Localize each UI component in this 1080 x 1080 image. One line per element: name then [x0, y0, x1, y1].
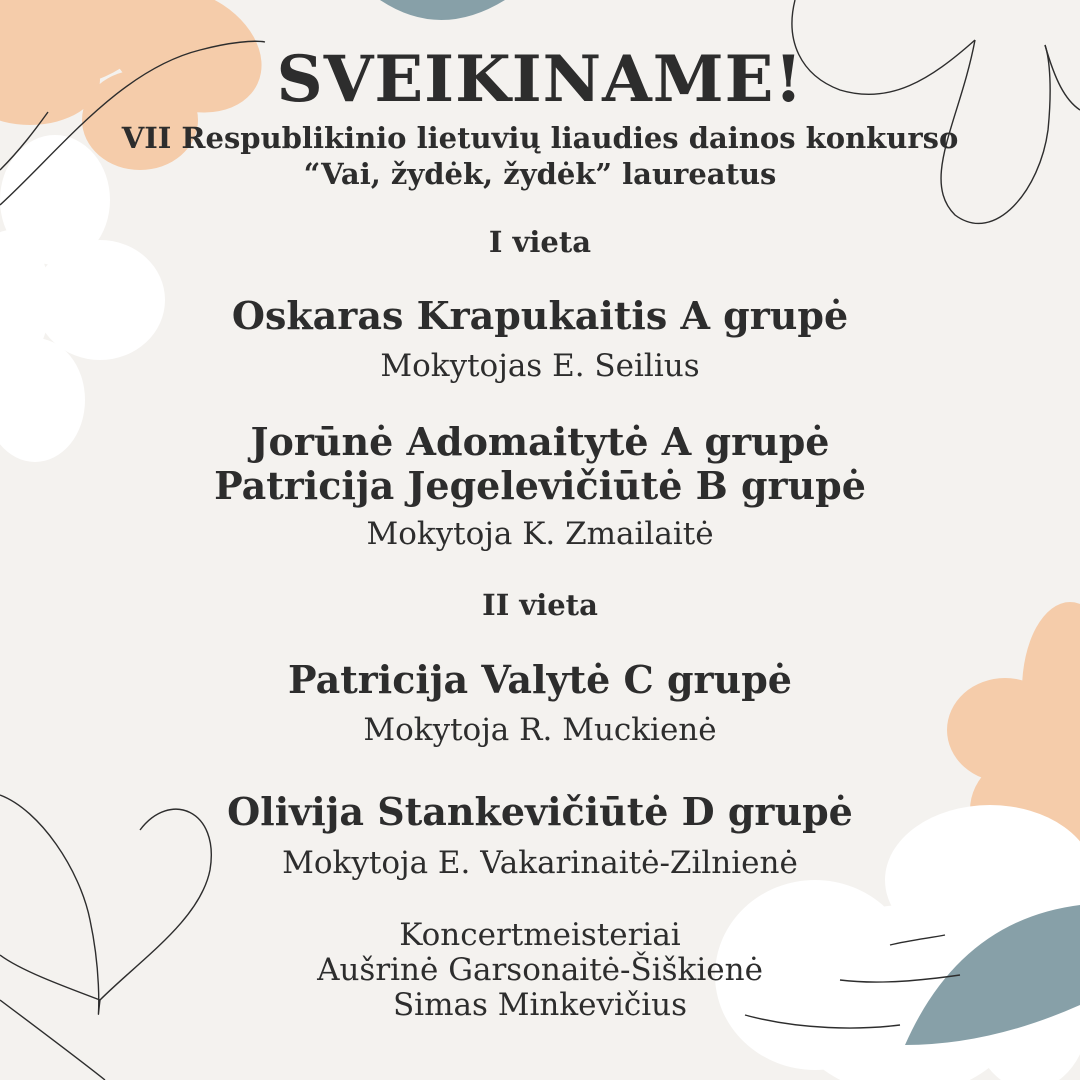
subtitle-line-1: VII Respublikinio lietuvių liaudies dainos konkurso	[121, 121, 959, 155]
teacher-name: Mokytoja K. Zmailaitė	[366, 516, 714, 552]
subtitle-line-2: “Vai, žydėk, žydėk” laureatus	[303, 157, 777, 191]
teacher-name: Mokytojas E. Seilius	[380, 348, 700, 384]
accompanists	[0, 918, 1080, 1023]
teacher-name: Mokytoja E. Vakarinaitė-Zilnienė	[282, 845, 798, 881]
winner-name: Jorūnė Adomaitytė A grupė	[250, 419, 830, 464]
winner-name: Olivija Stankevičiūtė D grupė	[227, 789, 853, 834]
accompanist-name: Aušrinė Garsonaitė-Šiškienė	[317, 952, 763, 988]
blue-leaf-top	[380, 0, 505, 20]
winner-name: Patricija Valytė C grupė	[288, 657, 792, 702]
winner-name: Patricija Jegelevičiūtė B grupė	[214, 463, 866, 508]
winner-name: Oskaras Krapukaitis A grupė	[231, 293, 849, 338]
subtitle	[0, 120, 1080, 192]
teacher-name: Mokytoja R. Muckienė	[363, 712, 717, 748]
second-place-heading: II vieta	[482, 588, 598, 622]
accompanists-heading: Koncertmeisteriai	[399, 917, 681, 953]
page-title: SVEIKINAME!	[276, 42, 804, 117]
first-place-heading: I vieta	[488, 225, 592, 259]
accompanist-name: Simas Minkevičius	[392, 987, 688, 1023]
